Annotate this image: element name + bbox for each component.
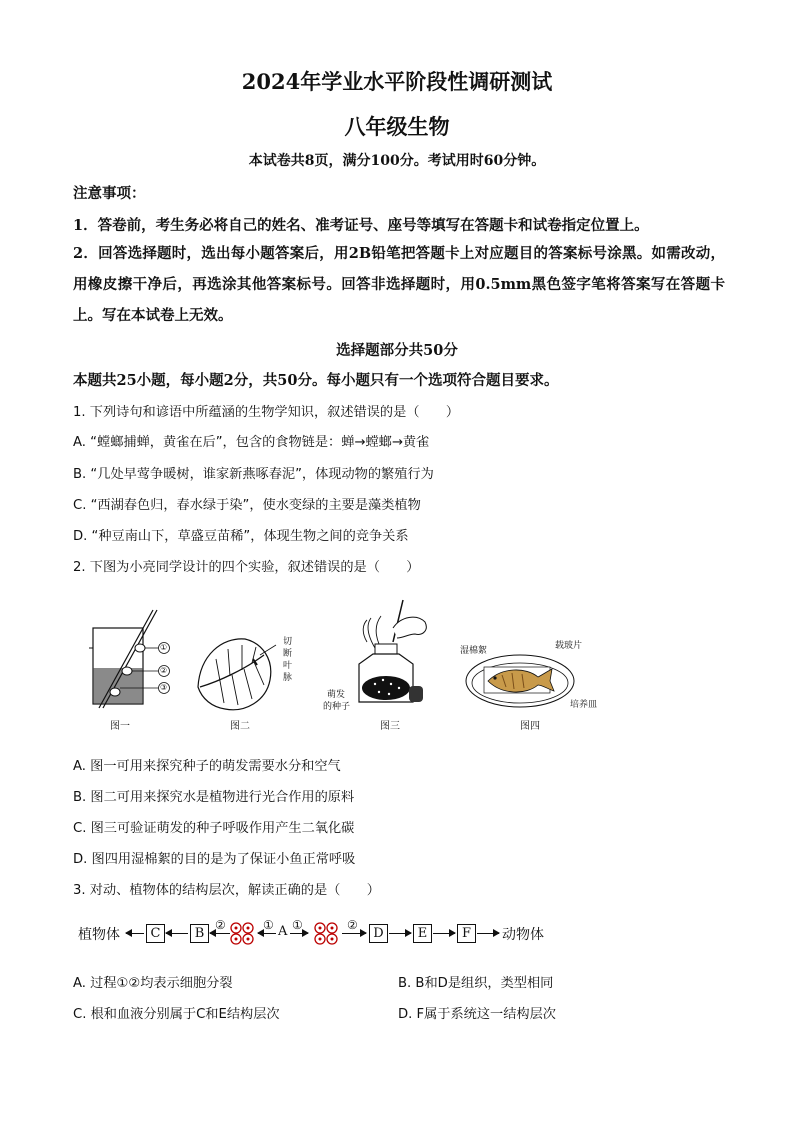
flow-animal-label: 动物体 [502,927,544,943]
notes-heading: 注意事项： [73,185,146,202]
exam-info: 本试卷共8页，满分100分。考试用时60分钟。 [248,153,546,169]
flow-plant-label: 植物体 [78,927,120,943]
q1-option-a: A. “螳螂捕蝉，黄雀在后”，包含的食物链是：蝉→螳螂→黄雀 [73,435,430,450]
fig2-label-cut-veins: 切断叶脉 [283,637,293,683]
flow-box-b: B [190,924,209,943]
flow-process-2-right: ② [347,918,358,932]
flow-arrow [477,933,499,934]
fig1-label-3: ③ [160,683,168,692]
cell-cluster-icon [230,920,254,946]
notes-item-2: 2．回答选择题时，选出每小题答案后，用2B铅笔把答题卡上对应题目的答案标号涂黑。如需改动，用橡皮擦干净后，再选涂其他答案标号。回答非选择题时，用0.5mm黑色签字笔将答案写在答题卡上。写在本试卷上无效。 [73,245,725,324]
fig3-label-seed-line-1: 萌发 [327,690,346,700]
q2-option-c: C. 图三可验证萌发的种子呼吸作用产生二氧化碳 [73,821,355,836]
exam-title: 2024年学业水平阶段性调研测试 [241,69,553,94]
q3-structure-flow [70,920,670,950]
fig3-label-seed-line-2: 的种子 [323,702,351,712]
flow-arrow [342,933,366,934]
q1-stem: 1. 下列诗句和谚语中所蕴涵的生物学知识，叙述错误的是（ ） [73,405,460,420]
flow-arrow [210,933,230,934]
fig4-label-slide: 载玻片 [555,641,583,651]
fig1-label-1: ① [160,643,168,652]
flow-arrow [389,933,411,934]
flow-arrow [290,933,308,934]
flow-box-e: E [413,924,432,943]
fig4-label-cotton: 湿棉絮 [460,646,488,656]
q1-option-d: D. “种豆南山下，草盛豆苗稀”，体现生物之间的竞争关系 [73,529,409,544]
q2-stem: 2. 下图为小亮同学设计的四个实验，叙述错误的是（ ） [73,560,420,575]
q3-option-c: C. 根和血液分别属于C和E结构层次 [73,1007,280,1022]
figure-3-jar [345,598,435,708]
flow-arrow [258,933,276,934]
flow-arrow [433,933,455,934]
figure-1-beaker [85,608,185,710]
flow-process-1-right: ① [292,918,303,932]
fig1-label-2: ② [160,666,168,675]
flow-arrow [166,933,188,934]
q2-option-b: B. 图二可用来探究水是植物进行光合作用的原料 [73,790,355,805]
flow-process-2-left: ② [215,918,226,932]
flow-process-1-left: ① [263,918,274,932]
fig2-caption: 图二 [230,721,250,732]
flow-box-c: C [146,924,165,943]
section-instruction: 本题共25小题，每小题2分，共50分。每小题只有一个选项符合题目要求。 [73,372,559,389]
cell-cluster-icon [314,920,338,946]
q3-option-d: D. F属于系统这一结构层次 [398,1007,556,1022]
exam-subtitle: 八年级生物 [344,114,450,139]
q1-option-c: C. “西湖春色归，春水绿于染”，使水变绿的主要是藻类植物 [73,498,421,513]
section-title: 选择题部分共50分 [336,342,458,359]
flow-cell-a: A [278,924,288,939]
fig4-caption: 图四 [520,721,540,732]
flow-box-f: F [457,924,476,943]
figure-2-leaf [190,625,280,715]
q3-option-a: A. 过程①②均表示细胞分裂 [73,976,233,991]
q3-option-b: B. B和D是组织，类型相同 [398,976,554,991]
fig1-caption: 图一 [110,721,130,732]
q1-option-b: B. “几处早莺争暖树，谁家新燕啄春泥”，体现动物的繁殖行为 [73,467,434,482]
q2-option-d: D. 图四用湿棉絮的目的是为了保证小鱼正常呼吸 [73,852,356,867]
q2-option-a: A. 图一可用来探究种子的萌发需要水分和空气 [73,759,341,774]
flow-box-d: D [369,924,388,943]
fig4-label-dish: 培养皿 [570,700,598,710]
fig3-caption: 图三 [380,721,400,732]
notes-item-1: 1．答卷前，考生务必将自己的姓名、准考证号、座号等填写在答题卡和试卷指定位置上。 [73,217,649,234]
flow-arrow [126,933,144,934]
q3-stem: 3. 对动、植物体的结构层次，解读正确的是（ ） [73,883,380,898]
